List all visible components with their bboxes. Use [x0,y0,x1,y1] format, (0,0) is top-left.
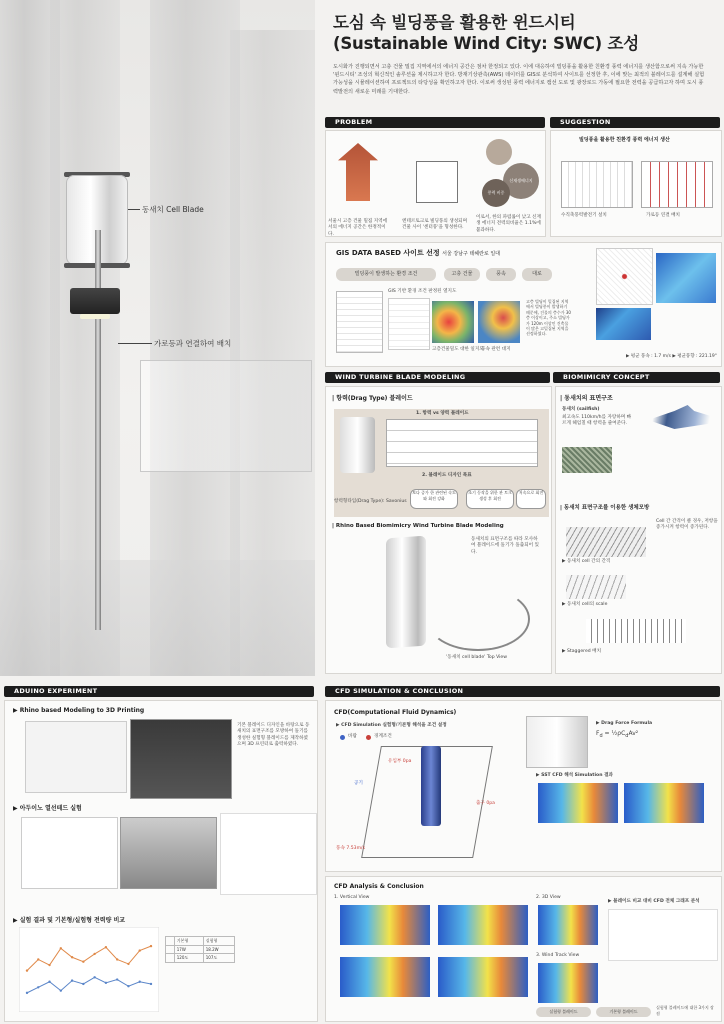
streetlight-diagram [641,161,713,208]
problem-caption-2: 엔테르토크로 빌딩풍의 생성되며 건물 사이 '센터풍'을 형성한다. [402,219,468,231]
cfd-sub-2: CFD Analysis & Conclusion [334,883,424,890]
header-label: WIND TURBINE BLADE MODELING [335,373,466,381]
wind-model-note: 동새치의 표면구조를 따라 모사하여 블레이드에 돌기가 돌출되어 있다. [471,537,539,555]
data-point [93,953,95,955]
data-point [37,986,39,988]
arduino-note: 기본 블레이드 디자인을 바탕으로 동새치의 표면구조를 모방하여 돌기를 생성한 실험형 블레이드를 제작하였으며 3D 프린터로 출력하였다. [237,723,310,748]
section-header-arduino [4,686,314,697]
header-label: BIOMIMICRY CONCEPT [563,373,650,381]
cfd-vertical-view [340,957,430,997]
cfd-wind-track [538,963,598,1003]
cfd-vertical-view [438,957,528,997]
table-cell [166,946,175,954]
rhino-blade-model [386,536,426,649]
gis-3d-map [656,253,716,303]
result-table [165,936,235,963]
building-diagram [416,161,458,203]
cell-spacing-diagram [566,527,646,557]
gis-map-title: GIS 기반 환경 조건 판정된 열지도 [388,289,457,294]
data-point [116,978,118,980]
3d-printer-photo [130,719,232,799]
cfd-view-1: 1. Vertical View [334,895,370,900]
gis-map-caption: 풍속 관련 대지 [481,347,511,352]
skin-texture [562,447,612,473]
design-goal: 보다 증가 한 관련된 속도와 회전 강화 [410,489,458,509]
cfd-vertical-view [340,905,430,945]
cell-scale-diagram [566,575,626,599]
header-label: SUGGESTION [560,118,611,126]
arduino-setup-photo [120,817,217,889]
cfd-label-inlet: 유입부 0pa [388,759,412,764]
legend-bound: 경계조건 [374,734,392,739]
data-point [37,958,39,960]
header-label: ADUINO EXPERIMENT [14,687,98,695]
cfd-blade [421,746,441,826]
bio-label-spacing: ▶ 동새치 cell 간의 간격 [562,559,611,564]
savonius-model [340,417,375,473]
page-title [333,12,639,54]
wind-subheading-2: | Rhino Based Biomimicry Wind Turbine Blade Modeling [332,523,504,529]
wind-subheading-1: | 항력(Drag Type) 블레이드 [332,395,413,402]
data-point [105,946,107,948]
table-head: 기본형 [174,937,203,946]
cfd-view-2: 2. 3D View [536,895,561,900]
inset-scene [140,360,312,472]
bio-label-staggered: ▶ Staggered 배치 [562,649,602,654]
data-point [82,983,84,985]
bio-subheading-2: | 동새치 표면구조를 이용한 생체모방 [560,505,650,511]
data-point [127,963,129,965]
callout-streetlight [154,338,231,349]
cfd-label-air: 공기 [354,781,363,786]
suggestion-label-left: 수직축풍력발전기 설치 [561,213,607,218]
title-line-english: (Sustainable Wind City: SWC) 조성 [333,34,640,53]
gis-panel [325,242,722,367]
circle-label: 신재생에너지 [509,178,533,183]
problem-caption-3: 이로서, 한의 파럼률이 낮고 신재생 에너지 전력의비율은 1.1%에 불과하다. [476,215,541,233]
gis-legend [388,298,430,350]
blade-top-view [426,587,530,651]
suggestion-panel [550,130,722,237]
wind-view-caption: '동새치 cell blade' Top View [446,655,507,660]
data-point [60,947,62,949]
staggered-diagram [586,619,686,643]
header-label: CFD SIMULATION & CONCLUSION [335,687,464,695]
drag-lift-table [386,419,538,467]
data-point [48,981,50,983]
power-chart [19,927,159,1012]
cfd-vertical-view [438,905,528,945]
table-cell: 17W [174,946,203,954]
problem-panel [325,130,546,237]
legend-wind: 바람 [348,734,357,739]
bio-panel [555,386,722,674]
gis-table [336,291,383,353]
wind-panel [325,386,552,674]
rising-arrow-icon [338,143,378,201]
cfd-label-speed: 풍속 7.53m/s [336,846,365,851]
conclusion-chip: 기본형 블레이드 [596,1007,651,1017]
turbine-diagram [561,161,633,208]
gis-chip: 빌딩풍이 발생하는 환경 조건 [336,268,436,281]
stat-circle [486,139,512,165]
data-point [150,983,152,985]
gis-title [336,248,500,258]
data-point [26,969,28,971]
table-cell [166,954,175,963]
cfd-sub-1a: ▶ CFD Simulation 실험형/기본형 해석을 조건 설정 [336,723,447,728]
table-head: 실험형 [203,937,234,946]
gis-subtitle: 서울 강남구 테헤란로 일대 [442,251,501,257]
gis-note: 고층 빌딩이 밀집된 지역에서 빌딩풍이 발생하기 때문에, 건물의 층수가 30층 이상이고, 주소 빌딩가가 120m 이상인 건축물이 많은 고밀집된 지역을 선정하였다. [526,299,571,337]
title-line-korean: 도심 속 빌딩풍을 활용한 윈드시티 [333,13,576,32]
gis-3d-map-2 [596,308,651,340]
gis-chip: 대로 [522,268,552,281]
cfd-panel-2 [325,876,722,1022]
cfd-summary-graph [608,909,718,961]
data-point [127,985,129,987]
callout-cell-blade [142,204,204,215]
gis-title-text: GIS DATA BASED 사이트 선정 [336,249,440,257]
data-point [105,982,107,984]
data-point [139,981,141,983]
gis-map-caption: 고층건물밀도 대한 일지도 [432,347,484,352]
wind-list-head: 1. 항력 vs 양력 블레이드 [416,411,469,416]
data-point [82,961,84,963]
callout-text: 동새치 Cell Blade [142,205,204,214]
design-goal: 초기 동작을 위한 관 토크 생성 후 회전 [466,489,514,509]
table-head [166,937,175,946]
data-point [60,989,62,991]
code-screenshot [220,813,317,895]
stat-circle [482,179,510,207]
section-header-suggestion [550,117,720,128]
bio-subheading-1: | 동새치의 표면구조 [560,395,613,402]
section-header-bio [553,372,720,383]
table-cell: 107도 [203,954,234,963]
legend-dot-wind [340,735,345,740]
gis-stats: ▶ 평균 풍속 : 1.7 m/s ▶ 평균풍향 : 221.19° [626,354,717,359]
data-point [150,945,152,947]
hero-image [0,0,315,676]
section-header-cfd [325,686,720,697]
intro-paragraph: 도시화가 진행되면서 고층 건물 밀집 지역에서의 에너지 공간은 점차 한정되고 있다. 이에 대응하여 빌딩풍을 활용한 친환경 풍력 에너지를 생산함으로써 지속 가능한 '윈드시티' 조성의 혁신적인 솔루션을 제시하고자 한다. 방재기상관측(AWS) 데이터를 GIS로 분석하여 사이트를 선정한 후, 이에 맞는 최적의 블레이드를 설계해 실험 가능성을 시뮬레이션하여 프로젝트의 타당성을 확인하고자 한다. 이로써 생성된 풍력 에너지로 캠선 도로 및 광장로드 가동에 필요한 전력을 공급하고자 하며 도시 풍력발전의 새로운 미래를 기대한다. [333,64,705,95]
arduino-sub-3: ▶ 실험 결과 및 기본형/실험형 전력량 비교 [13,917,126,924]
rhino-screenshot [25,721,127,793]
problem-caption-1: 서울시 고층 건물 밀집 지역에서의 에너지 공간은 한정적이다. [328,219,388,237]
cfd-result-image [624,783,704,823]
data-point [139,949,141,951]
table-cell: 18.2W [203,946,234,954]
callout-text: 가로등과 연결하여 배치 [154,339,232,348]
data-point [26,992,28,994]
arduino-sub-2: ▶ 아두이노 열선테드 실험 [13,805,82,812]
ground [0,560,315,676]
cfd-3d-view [538,905,598,945]
wind-savonius-label: 항력형타입(Drag Type): Savonius [334,499,407,504]
gis-map-1 [596,248,653,305]
section-header-wind [325,372,550,383]
cfd-sub-1: CFD(Computational Fluid Dynamics) [334,709,457,716]
lamp-head [70,288,120,314]
bio-label-scale: ▶ 동새치 cell의 scale [562,602,608,607]
arduino-sub-1: ▶ Rhino based Modeling to 3D Printing [13,707,145,714]
gis-heatmap-2 [478,301,520,343]
cfd-result-image [538,783,618,823]
table-cell: 120도 [174,954,203,963]
cfd-view-3: 3. Wind Track View [536,953,580,958]
suggestion-head: 빌딩풍을 활용한 친환경 풍력 에너지 생산 [579,137,670,143]
lamp-light [80,314,110,319]
design-goal: 저속으로 회전 [516,489,546,509]
data-point [93,976,95,978]
header-label: PROBLEM [335,118,373,126]
gis-heatmap-1 [432,301,474,343]
data-point [71,956,73,958]
cfd-drag-label: ▶ Drag Force Formula [596,721,653,726]
blade-photo [21,817,118,889]
cfd-summary: ▶ 블레이드 비교 대비 CFD 전체 그래프 분석 [608,899,700,904]
chart-frame [19,927,159,1012]
data-point [116,958,118,960]
sailfish-image [648,405,714,435]
data-point [71,979,73,981]
drag-blade-render [526,716,588,768]
drag-formula: $F_d$ = $\frac{1}{2}\rho C_dAv^2$ [596,730,639,740]
bio-fish-name: 동새치 (sailfish) [562,407,600,412]
bio-note: Cell 간 간격이 클 경우, 저항을 증가시켜 항력이 증가된다. [656,519,718,531]
cfd-sst-label: ▶ SST CFD 해석 Simulation 결과 [536,773,613,778]
circle-label: 풍력 비중 [487,190,505,195]
gis-chip: 고층 건물 [444,268,480,281]
suggestion-label-right: 가로등 연결 배치 [646,213,680,218]
gis-chip: 풍속 [486,268,516,281]
wind-design-head: 2. 블레이드 디자인 목표 [422,473,472,478]
conclusion-chip: 실험형 블레이드 [536,1007,591,1017]
arduino-panel [4,700,318,1022]
cfd-panel-1 [325,700,722,872]
conclusion-text: 실험형 블레이드에 대한 3가지 장점 [656,1005,714,1017]
legend-dot-bound [366,735,371,740]
data-point [48,964,50,966]
section-header-problem [325,117,545,128]
bio-fish-note: 최고속도 110km/h를 자랑하며 빠르게 헤엄칠 때 항력을 줄여준다. [562,415,632,427]
cfd-label-outlet: 출구 0pa [476,801,495,806]
